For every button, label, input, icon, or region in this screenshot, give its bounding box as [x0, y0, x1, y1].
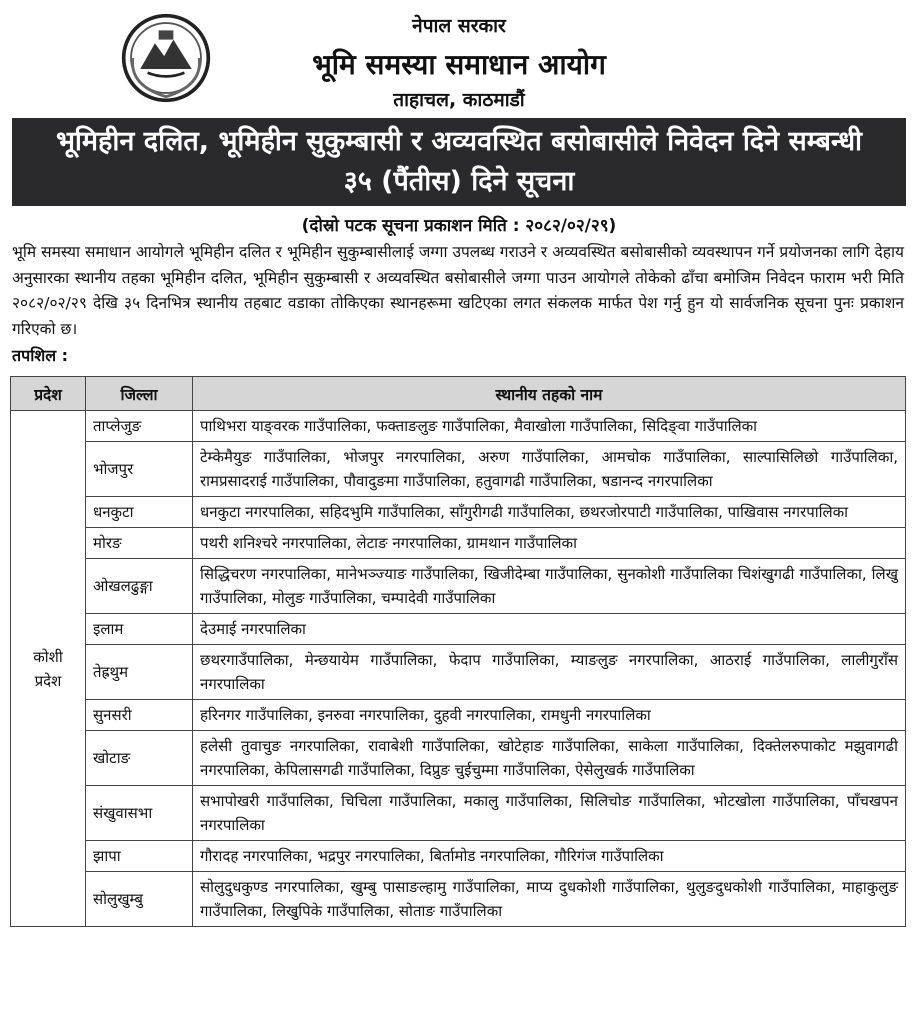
header-local-level: स्थानीय तहको नाम	[193, 377, 906, 411]
local-levels-cell: हरिनगर गाउँपालिका, इनरुवा नगरपालिका, दुहवी नगरपालिका, रामधुनी नगरपालिका	[193, 700, 906, 731]
local-levels-cell: टेम्केमैयुङ गाउँपालिका, भोजपुर नगरपालिका, अरुण गाउँपालिका, आमचोक गाउँपालिका, साल्पासिलिछो गाउँपालिका, रामप्रसादराई गाउँपालिका, पौवादुङमा गाउँपालिका, हतुवागढी गाउँपालिका, षडानन्द नगरपालिका	[193, 442, 906, 497]
notice-title-line1: भूमिहीन दलित, भूमिहीन सुकुम्बासी र अव्यवस्थित बसोबासीले निवेदन दिने सम्बन्धी	[55, 126, 863, 157]
table-row	[11, 442, 906, 497]
table-row	[11, 614, 906, 645]
table-row	[11, 872, 906, 927]
header-province: प्रदेश	[11, 377, 86, 411]
local-levels-cell: देउमाई नगरपालिका	[193, 614, 906, 645]
local-levels-cell: सिद्धिचरण नगरपालिका, मानेभञ्ज्याङ गाउँपालिका, खिजीदेम्बा गाउँपालिका, सुनकोशी गाउँपालिका चिशंखुगढी गाउँपालिका, लिखु गाउँपालिका, मोलुङ गाउँपालिका, चम्पादेवी गाउँपालिका	[193, 559, 906, 614]
local-levels-cell: पाथिभरा याङ्वरक गाउँपालिका, फक्ताङलुङ गाउँपालिका, मैवाखोला गाउँपालिका, सिदिङ्वा गाउँपालिका	[193, 411, 906, 442]
district-cell: ओखलढुङ्गा	[86, 559, 193, 614]
district-cell: झापा	[86, 841, 193, 872]
district-cell: तेह्रथुम	[86, 645, 193, 700]
local-levels-cell: छथरगाउँपालिका, मेन्छयायेम गाउँपालिका, फेदाप गाउँपालिका, म्याङलुङ नगरपालिका, आठराई गाउँपालिका, लालीगुराँस नगरपालिका	[193, 645, 906, 700]
local-levels-cell: गौरादह नगरपालिका, भद्रपुर नगरपालिका, बिर्तामोड नगरपालिका, गौरिगंज गाउँपालिका	[193, 841, 906, 872]
district-cell: खोटाङ	[86, 731, 193, 786]
notice-title-banner	[12, 118, 906, 206]
table-row	[11, 559, 906, 614]
district-cell: संखुवासभा	[86, 786, 193, 841]
organization-title: भूमि समस्या समाधान आयोग	[312, 48, 606, 81]
table-row	[11, 841, 906, 872]
district-cell: धनकुटा	[86, 497, 193, 528]
table-row	[11, 786, 906, 841]
local-levels-cell: पथरी शनिश्चरे नगरपालिका, लेटाङ नगरपालिका, ग्रामथान गाउँपालिका	[193, 528, 906, 559]
table-row	[11, 645, 906, 700]
table-row	[11, 528, 906, 559]
local-levels-table	[10, 376, 906, 927]
district-cell: मोरङ	[86, 528, 193, 559]
header-district: जिल्ला	[86, 377, 193, 411]
office-location: ताहाचल, काठमाडौं	[393, 89, 525, 111]
district-cell: भोजपुर	[86, 442, 193, 497]
notice-title-line2: ३५ (पैंतीस) दिने सूचना	[343, 166, 575, 197]
table-row	[11, 731, 906, 786]
government-title: नेपाल सरकार	[412, 15, 506, 37]
table-row	[11, 411, 906, 442]
province-name: कोशी प्रदेश	[33, 647, 63, 690]
local-levels-cell: सभापोखरी गाउँपालिका, चिचिला गाउँपालिका, मकालु गाउँपालिका, सिलिचोङ गाउँपालिका, भोटखोला गाउँपालिका, पाँचखपन नगरपालिका	[193, 786, 906, 841]
district-cell: ताप्लेजुङ	[86, 411, 193, 442]
district-cell: इलाम	[86, 614, 193, 645]
table-row	[11, 700, 906, 731]
province-cell	[11, 411, 86, 927]
table-row	[11, 497, 906, 528]
district-cell: सोलुखुम्बु	[86, 872, 193, 927]
publication-date: (दोस्रो पटक सूचना प्रकाशन मिति : २०८२/०२/२९)	[301, 216, 617, 236]
district-cell: सुनसरी	[86, 700, 193, 731]
table-header-row	[11, 377, 906, 411]
local-levels-cell: हलेसी तुवाचुङ नगरपालिका, रावाबेशी गाउँपालिका, खोटेहाङ गाउँपालिका, साकेला गाउँपालिका, दिक्तेलरुपाकोट मझुवागढी नगरपालिका, केपिलासगढी गाउँपालिका, दिप्रुङ चुईचुम्मा गाउँपालिका, ऐसेलुखर्क गाउँपालिका	[193, 731, 906, 786]
schedule-label: तपशिल :	[12, 346, 69, 365]
local-levels-cell: सोलुदुधकुण्ड नगरपालिका, खुम्बु पासाङल्हामु गाउँपालिका, माप्य दुधकोशी गाउँपालिका, थुलुङदुधकोशी गाउँपालिका, माहाकुलुङ गाउँपालिका, लिखुपिके गाउँपालिका, सोताङ गाउँपालिका	[193, 872, 906, 927]
local-levels-cell: धनकुटा नगरपालिका, सहिदभुमि गाउँपालिका, साँगुरीगढी गाउँपालिका, छथरजोरपाटी गाउँपालिका, पाखिवास नगरपालिका	[193, 497, 906, 528]
intro-paragraph: भूमि समस्या समाधान आयोगले भूमिहीन दलित र भूमिहीन सुकुम्बासीलाई जग्गा उपलब्ध गराउने र अव्यवस्थित बसोबासीको व्यवस्थापन गर्ने प्रयोजनका लागि देहाय अनुसारका स्थानीय तहका भूमिहीन दलित, भूमिहीन सुकुम्बासी र अव्यवस्थित बसोबासीले जग्गा पाउन आयोगले तोकेको ढाँचा बमोजिम निवेदन फाराम भरी मिति २०८२/०२/२९ देखि ३५ दिनभित्र स्थानीय तहबाट वडाका तोकिएका स्थानहरूमा खटिएका लगत संकलक मार्फत पेश गर्नु हुन यो सार्वजनिक सूचना पुनः प्रकाशन गरिएको छ।	[12, 243, 904, 338]
